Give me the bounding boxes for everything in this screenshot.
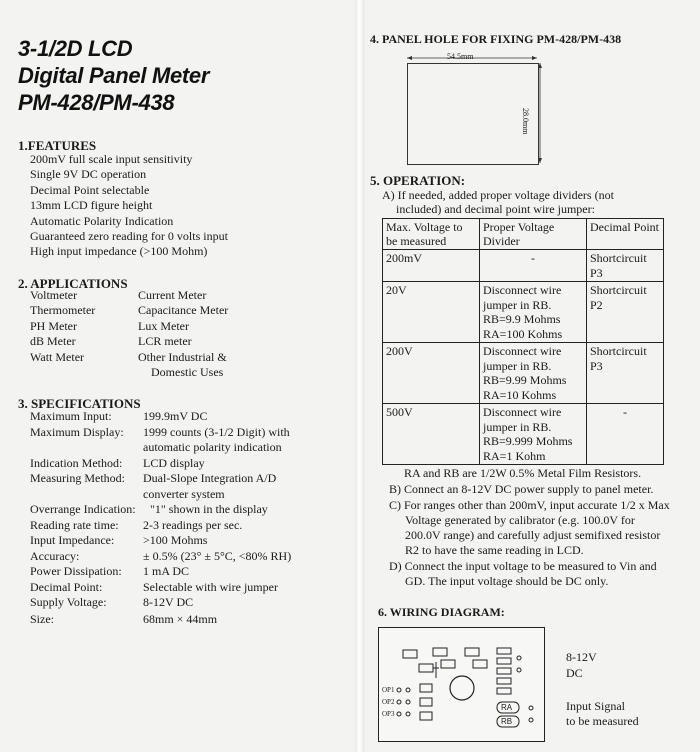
wiring-heading: 6. WIRING DIAGRAM: xyxy=(378,605,505,619)
input-label-1: Input Signal xyxy=(566,699,625,713)
divider-line: Disconnect wire xyxy=(483,344,562,358)
operation-step-c-2: Voltage generated by calibrator (e.g. 100.0V for xyxy=(405,513,635,527)
operation-intro-b: included) and decimal point wire jumper: xyxy=(396,202,595,216)
operation-table xyxy=(382,218,664,465)
spec-value: Dual-Slope Integration A/D xyxy=(143,471,277,485)
spec-value: 1999 counts (3-1/2 Digit) with xyxy=(143,425,290,439)
spec-label: Reading rate time: xyxy=(30,518,119,532)
pad-label-op2: OP2 xyxy=(382,698,395,706)
cell-voltage: 20V xyxy=(383,282,480,343)
cell-voltage: 500V xyxy=(383,404,480,465)
divider-line: RB=9.99 Mohms xyxy=(483,373,567,387)
spec-value: 199.9mV DC xyxy=(143,409,208,423)
application-item: Watt Meter xyxy=(30,349,85,364)
header-divider: Proper Voltage Divider xyxy=(480,219,587,250)
spec-label: Overrange Indication: xyxy=(30,502,136,516)
application-item: Current Meter xyxy=(138,288,207,302)
application-item: Lux Meter xyxy=(138,318,189,333)
ra-label: RA xyxy=(501,703,513,712)
application-item: Domestic Uses xyxy=(151,365,224,380)
panel-dimension-lines xyxy=(400,50,560,170)
cell-divider xyxy=(480,404,587,465)
spec-value: LCD display xyxy=(143,456,205,470)
panel-height-label: 28.0mm xyxy=(521,108,530,135)
applications-heading: 2. APPLICATIONS xyxy=(18,276,128,291)
divider-line: Disconnect wire xyxy=(483,405,562,419)
cell-voltage: 200mV xyxy=(383,250,480,282)
spec-label: Size: xyxy=(30,612,54,626)
spec-label: Input Impedance: xyxy=(30,533,115,547)
page-fold xyxy=(355,0,365,752)
features-list xyxy=(30,152,228,260)
cell-point: Shortcircuit P2 xyxy=(587,282,664,343)
divider-line: RA=1 Kohm xyxy=(483,448,546,463)
cell-point: Shortcircuit P3 xyxy=(587,250,664,282)
wiring-board xyxy=(378,627,545,742)
title-line-1: 3-1/2D LCD xyxy=(18,36,133,61)
feature-item: Decimal Point selectable xyxy=(30,182,150,197)
feature-item: 13mm LCD figure height xyxy=(30,198,153,213)
spec-value: 1 mA DC xyxy=(143,564,190,578)
feature-item: Single 9V DC operation xyxy=(30,167,147,182)
feature-item: 200mV full scale input sensitivity xyxy=(30,152,193,166)
feature-item: Guaranteed zero reading for 0 volts input xyxy=(30,229,228,244)
spec-label: Accuracy: xyxy=(30,549,80,563)
spec-value: "1" shown in the display xyxy=(150,502,268,516)
rb-label: RB xyxy=(501,717,513,726)
spec-value: 8-12V DC xyxy=(143,595,194,609)
title-line-2: Digital Panel Meter xyxy=(18,63,210,88)
spec-value: ± 0.5% (23° ± 5°C, <80% RH) xyxy=(143,549,292,563)
input-label-2: to be measured xyxy=(566,714,639,728)
specifications-heading: 3. SPECIFICATIONS xyxy=(18,396,141,411)
operation-note: RA and RB are 1/2W 0.5% Metal Film Resistors. xyxy=(404,466,642,480)
wiring-diagram-graphic xyxy=(379,628,544,741)
features-heading: 1.FEATURES xyxy=(18,138,97,153)
application-item: dB Meter xyxy=(30,334,76,349)
operation-step-d-2: GD. The input voltage should be DC only. xyxy=(405,574,609,588)
divider-line: Disconnect wire xyxy=(483,283,562,297)
spec-label: Indication Method: xyxy=(30,456,123,470)
spec-label: Measuring Method: xyxy=(30,471,125,485)
divider-line: RA=10 Kohms xyxy=(483,387,557,402)
application-item: Thermometer xyxy=(30,303,96,318)
spec-label: Supply Voltage: xyxy=(30,595,107,609)
operation-heading: 5. OPERATION: xyxy=(370,173,466,188)
application-item: Capacitance Meter xyxy=(138,303,229,318)
operation-step-d-1: D) Connect the input voltage to be measured to Vin and xyxy=(389,559,657,573)
panel-width-label: 54.5mm xyxy=(447,52,474,61)
panel-hole-heading: 4. PANEL HOLE FOR FIXING PM-428/PM-438 xyxy=(370,32,622,46)
application-item: Voltmeter xyxy=(30,288,78,302)
divider-line: jumper in RB. xyxy=(483,297,552,312)
supply-label-1: 8-12V xyxy=(566,650,597,664)
cell-point: Shortcircuit P3 xyxy=(587,343,664,404)
application-item: LCR meter xyxy=(138,334,192,349)
supply-label-2: DC xyxy=(566,666,583,680)
spec-value: automatic polarity indication xyxy=(143,440,282,454)
cell-voltage: 200V xyxy=(383,343,480,404)
pad-label-op1: OP1 xyxy=(382,686,395,694)
cell-divider: - xyxy=(480,250,587,282)
operation-step-b: B) Connect an 8-12V DC power supply to panel meter. xyxy=(389,482,654,496)
spec-label: Decimal Point: xyxy=(30,580,103,594)
cell-divider xyxy=(480,282,587,343)
divider-line: RA=100 Kohms xyxy=(483,326,563,341)
operation-step-c-4: R2 to have the same reading in LCD. xyxy=(405,543,584,557)
header-voltage: Max. Voltage to be measured xyxy=(383,219,480,250)
cell-point: - xyxy=(587,404,664,465)
header-point: Decimal Point xyxy=(587,219,664,250)
divider-line: jumper in RB. xyxy=(483,358,552,373)
application-item: Other Industrial & xyxy=(138,349,227,364)
spec-value: converter system xyxy=(143,487,225,501)
operation-step-c-1: C) For ranges other than 200mV, input accurate 1/2 x Max xyxy=(389,498,670,512)
divider-line: RB=9.999 Mohms xyxy=(483,434,573,448)
cell-divider xyxy=(480,343,587,404)
feature-item: High input impedance (>100 Mohm) xyxy=(30,244,208,259)
spec-value: 68mm × 44mm xyxy=(143,612,218,626)
applications-left-list xyxy=(30,288,95,365)
spec-value: 2-3 readings per sec. xyxy=(143,518,243,532)
spec-value: >100 Mohms xyxy=(143,533,208,547)
spec-label: Power Dissipation: xyxy=(30,564,122,578)
feature-item: Automatic Polarity Indication xyxy=(30,213,174,228)
spec-value: Selectable with wire jumper xyxy=(143,580,278,594)
title-line-3: PM-428/PM-438 xyxy=(18,90,175,115)
pad-label-op3: OP3 xyxy=(382,710,395,718)
divider-line: RB=9.9 Mohms xyxy=(483,312,561,326)
applications-right-list xyxy=(138,288,228,380)
spec-label: Maximum Display: xyxy=(30,425,124,439)
operation-step-c-3: 200.0V range) and carefully adjust semifixed resistor xyxy=(405,528,661,542)
operation-intro-a: A) If needed, added proper voltage dividers (not xyxy=(382,188,614,202)
divider-line: jumper in RB. xyxy=(483,419,552,434)
spec-label: Maximum Input: xyxy=(30,409,112,423)
application-item: PH Meter xyxy=(30,318,77,333)
